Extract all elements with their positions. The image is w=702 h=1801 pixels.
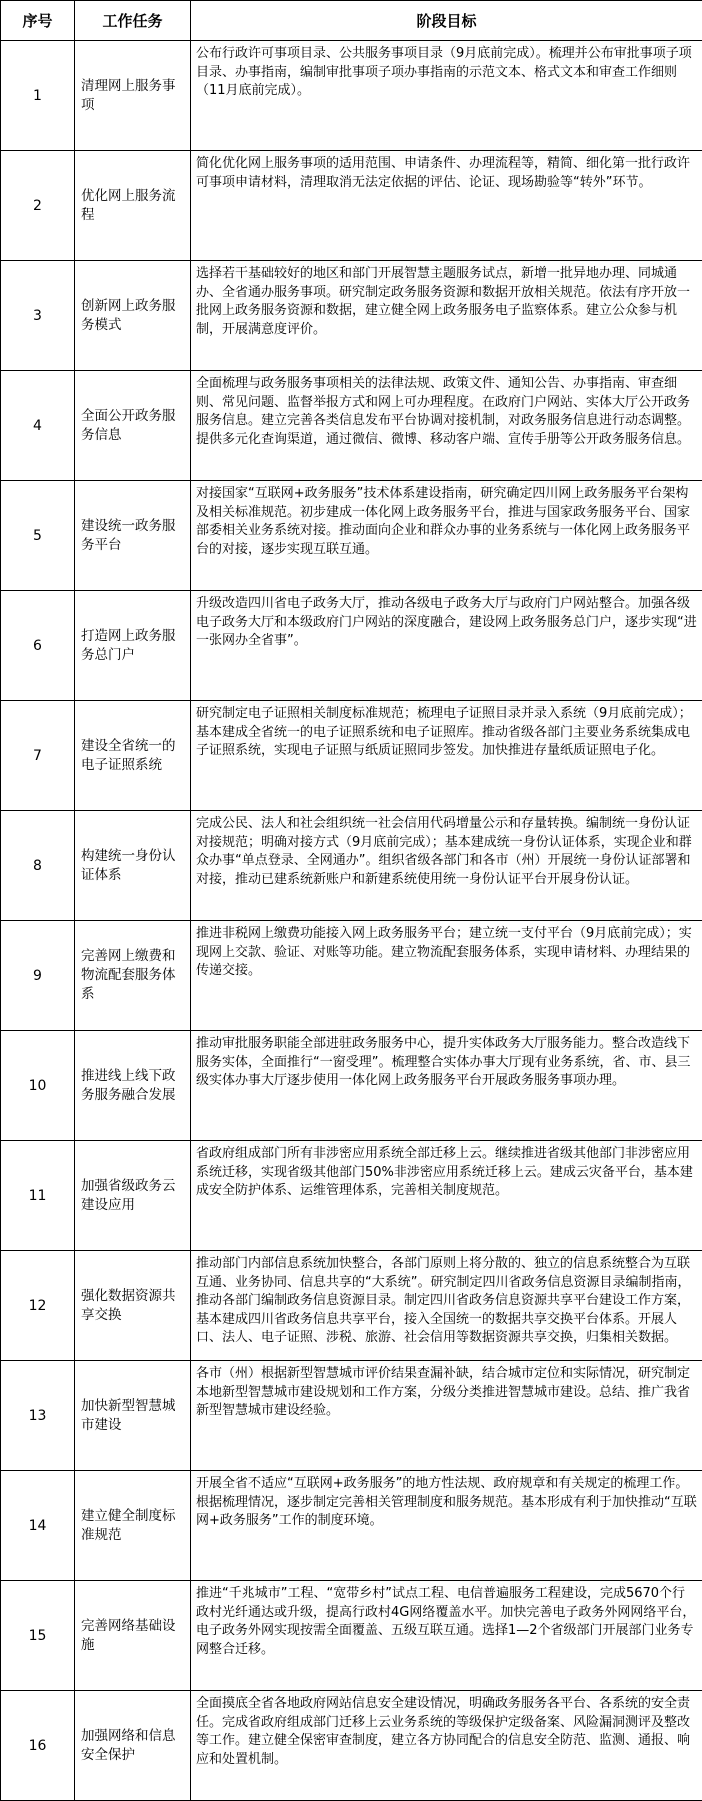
- row-task: 优化网上服务流程: [75, 151, 191, 261]
- table-header-row: [1, 1, 702, 41]
- row-goal-cell: [191, 1471, 702, 1581]
- row-number: 8: [1, 811, 75, 921]
- row-goal-cell: [191, 261, 702, 371]
- row-task: 建设统一政务服务平台: [75, 481, 191, 591]
- row-task: 构建统一身份认证体系: [75, 811, 191, 921]
- row-task: 建设全省统一的电子证照系统: [75, 701, 191, 811]
- row-goal-cell: [191, 1361, 702, 1471]
- row-task: 强化数据资源共享交换: [75, 1251, 191, 1361]
- row-number: 1: [1, 41, 75, 151]
- row-goal-cell: [191, 921, 702, 1031]
- row-task: 推进线上线下政务服务融合发展: [75, 1031, 191, 1141]
- row-goal-cell: [191, 811, 702, 921]
- row-task: 建立健全制度标准规范: [75, 1471, 191, 1581]
- row-goal-cell: [191, 151, 702, 261]
- row-task: 打造网上政务服务总门户: [75, 591, 191, 701]
- row-number: 7: [1, 701, 75, 811]
- header-index: 序号: [1, 1, 75, 41]
- row-goal-cell: [191, 371, 702, 481]
- table-row: [1, 41, 702, 151]
- table-row: [1, 151, 702, 261]
- row-task: 完善网络基础设施: [75, 1581, 191, 1691]
- table-row: [1, 1251, 702, 1361]
- table-row: [1, 1361, 702, 1471]
- row-goal-cell: [191, 701, 702, 811]
- row-number: 13: [1, 1361, 75, 1471]
- row-goal: 开展全省不适应“互联网+政务服务”的地方性法规、政府规章和有关规定的梳理工作。根据梳理情况，逐步制定完善相关管理制度和服务规范。基本形成有利于加快推动“互联网+政务服务”工作的制度环境。: [196, 1476, 697, 1528]
- row-number: 16: [1, 1691, 75, 1801]
- row-number: 14: [1, 1471, 75, 1581]
- header-task: 工作任务: [75, 1, 191, 41]
- row-goal-cell: [191, 1031, 702, 1141]
- table-row: [1, 1471, 702, 1581]
- table-row: [1, 261, 702, 371]
- row-number: 15: [1, 1581, 75, 1691]
- row-goal-cell: [191, 1251, 702, 1361]
- table-row: [1, 701, 702, 811]
- row-number: 3: [1, 261, 75, 371]
- row-number: 2: [1, 151, 75, 261]
- row-goal: 推动部门内部信息系统加快整合，各部门原则上将分散的、独立的信息系统整合为互联互通、业务协同、信息共享的“大系统”。研究制定四川省政务信息资源目录编制指南，推动各部门编制政务信息资源目录。制定四川省政务信息资源共享平台建设工作方案，基本建成四川省政务信息共享平台，接入全国统一的数据共享交换平台体系。开展人口、法人、电子证照、涉税、旅游、社会信用等数据资源共享交换，归集相关数据。: [196, 1256, 691, 1345]
- row-task: 清理网上服务事项: [75, 41, 191, 151]
- row-task: 全面公开政务服务信息: [75, 371, 191, 481]
- row-task: 加强省级政务云建设应用: [75, 1141, 191, 1251]
- row-number: 10: [1, 1031, 75, 1141]
- row-goal: 推进“千兆城市”工程、“宽带乡村”试点工程、电信普遍服务工程建设，完成5670个行政村光纤通达或升级，提高行政村4G网络覆盖水平。加快完善电子政务外网网络平台，电子政务外网实现按需全面覆盖、五级互联互通。选择1—2个省级部门开展部门业务专网整合迁移。: [196, 1586, 696, 1657]
- row-goal: 完成公民、法人和社会组织统一社会信用代码增量公示和存量转换。编制统一身份认证对接规范；明确对接方式（9月底前完成）；基本建成统一身份认证体系，实现企业和群众办事“单点登录、全网通办”。组织省级各部门和各市（州）开展统一身份认证部署和对接，推动已建系统新账户和新建系统使用统一身份认证平台开展身份认证。: [196, 816, 692, 887]
- row-goal: 全面梳理与政务服务事项相关的法律法规、政策文件、通知公告、办事指南、审查细则、常见问题、监督举报方式和网上可办理程度。在政府门户网站、实体大厅公开政务服务信息。建立完善各类信息发布平台协调对接机制，对政务服务信息进行动态调整。提供多元化查询渠道，通过微信、微博、移动客户端、宣传手册等公开政务服务信息。: [196, 376, 691, 447]
- table-row: [1, 591, 702, 701]
- row-goal-cell: [191, 591, 702, 701]
- row-goal: 研究制定电子证照相关制度标准规范；梳理电子证照目录并录入系统（9月底前完成）；基本建成全省统一的电子证照系统和电子证照库。推动省级各部门主要业务系统集成电子证照系统，实现电子证照与纸质证照同步签发。加快推进存量纸质证照电子化。: [196, 706, 692, 758]
- row-number: 12: [1, 1251, 75, 1361]
- row-number: 5: [1, 481, 75, 591]
- row-goal-cell: [191, 41, 702, 151]
- row-goal-cell: [191, 1581, 702, 1691]
- row-task: 加快新型智慧城市建设: [75, 1361, 191, 1471]
- header-goal: 阶段目标: [191, 1, 702, 41]
- row-goal-cell: [191, 1141, 702, 1251]
- row-task: 创新网上政务服务模式: [75, 261, 191, 371]
- row-number: 6: [1, 591, 75, 701]
- row-number: 9: [1, 921, 75, 1031]
- row-goal: 推动审批服务职能全部进驻政务服务中心，提升实体政务大厅服务能力。整合改造线下服务实体，全面推行“一窗受理”。梳理整合实体办事大厅现有业务系统，省、市、县三级实体办事大厅逐步使用一体化网上政务服务平台开展政务服务事项办理。: [196, 1036, 691, 1088]
- row-task: 完善网上缴费和物流配套服务体系: [75, 921, 191, 1031]
- row-goal: 各市（州）根据新型智慧城市评价结果查漏补缺，结合城市定位和实际情况，研究制定本地新型智慧城市建设规划和工作方案，分级分类推进智慧城市建设。总结、推广我省新型智慧城市建设经验。: [196, 1366, 691, 1418]
- row-task: 加强网络和信息安全保护: [75, 1691, 191, 1801]
- table-row: [1, 481, 702, 591]
- row-number: 4: [1, 371, 75, 481]
- table-row: [1, 921, 702, 1031]
- row-goal: 全面摸底全省各地政府网站信息安全建设情况，明确政务服务各平台、各系统的安全责任。完成省政府组成部门迁移上云业务系统的等级保护定级备案、风险漏洞测评及整改等工作。建立健全保密审查制度，建立各方协同配合的信息安全防范、监测、通报、响应和处置机制。: [196, 1696, 691, 1767]
- table-row: [1, 1141, 702, 1251]
- table-row: [1, 1581, 702, 1691]
- row-goal: 省政府组成部门所有非涉密应用系统全部迁移上云。继续推进省级其他部门非涉密应用系统迁移，实现省级其他部门50%非涉密应用系统迁移上云。建成云灾备平台，基本建成安全防护体系、运维管理体系，完善相关制度规范。: [196, 1146, 693, 1198]
- table-row: [1, 1031, 702, 1141]
- row-goal-cell: [191, 481, 702, 591]
- row-goal: 对接国家“互联网+政务服务”技术体系建设指南，研究确定四川网上政务服务平台架构及相关标准规范。初步建成一体化网上政务服务平台，推进与国家政务服务平台、国家部委相关业务系统对接。推动面向企业和群众办事的业务系统与一体化网上政务服务平台的对接，逐步实现互联互通。: [196, 486, 691, 557]
- row-goal: 公布行政许可事项目录、公共服务事项目录（9月底前完成）。梳理并公布审批事项子项目录、办事指南，编制审批事项子项办事指南的示范文本、格式文本和审查工作细则（11月底前完成）。: [196, 46, 692, 98]
- row-number: 11: [1, 1141, 75, 1251]
- table-row: [1, 1691, 702, 1801]
- table-row: [1, 371, 702, 481]
- row-goal: 推进非税网上缴费功能接入网上政务服务平台；建立统一支付平台（9月底前完成）；实现网上交款、验证、对账等功能。建立物流配套服务体系，实现申请材料、办理结果的传递交接。: [196, 926, 692, 978]
- table-row: [1, 811, 702, 921]
- row-goal: 选择若干基础较好的地区和部门开展智慧主题服务试点，新增一批异地办理、同城通办、全省通办服务事项。研究制定政务服务资源和数据开放相关规范。依法有序开放一批网上政务服务资源和数据，建立健全网上政务服务电子监察体系。建立公众参与机制，开展满意度评价。: [196, 266, 691, 337]
- row-goal: 升级改造四川省电子政务大厅，推动各级电子政务大厅与政府门户网站整合。加强各级电子政务大厅和本级政府门户网站的深度融合，建设网上政务服务总门户，逐步实现“进一张网办全省事”。: [196, 596, 697, 648]
- row-goal: 简化优化网上服务事项的适用范围、申请条件、办理流程等，精简、细化第一批行政许可事项申请材料，清理取消无法定依据的评估、论证、现场勘验等“转外”环节。: [196, 156, 691, 190]
- row-goal-cell: [191, 1691, 702, 1801]
